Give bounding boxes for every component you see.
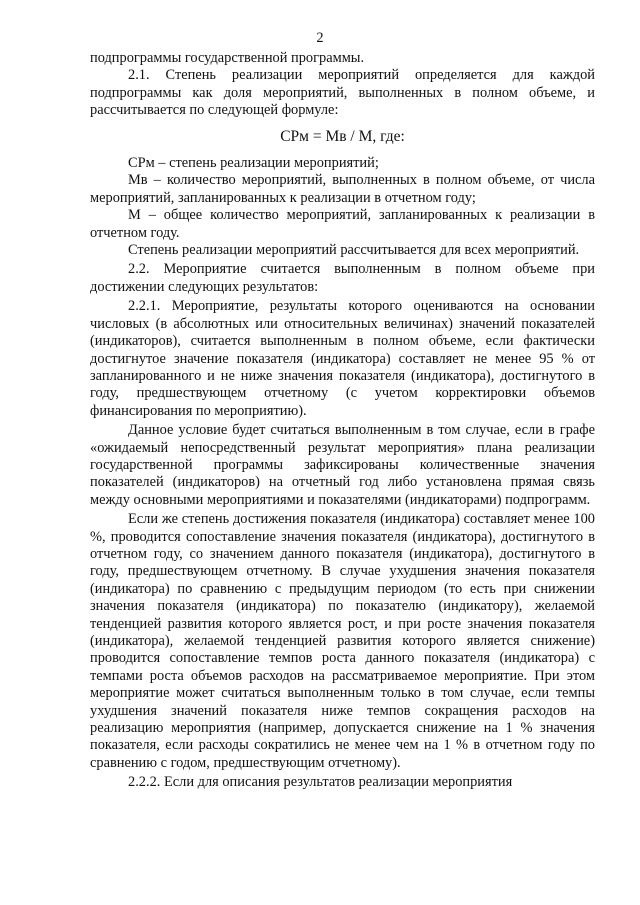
definition-mv: Мв – количество мероприятий, выполненных в полном объеме, от числа мероприятий, запланированных к реализации в отчетном году; <box>90 172 595 206</box>
paragraph-condition: Данное условие будет считаться выполненным в том случае, если в графе «ожидаемый непосредственный результат мероприятия» плана реализации государственной программы зафиксированы количественные значения показателей (индикаторов) на отчетный год либо установлена прямая связь между основными мероприятиями и показателями (индикаторами) подпрограмм. <box>90 422 595 508</box>
paragraph-2-2: 2.2. Мероприятие считается выполненным в полном объеме при достижении следующих результатов: <box>90 261 595 295</box>
paragraph-2-2-1: 2.2.1. Мероприятие, результаты которого оцениваются на основании числовых (в абсолютных или относительных величинах) значений показателей (индикаторов), считается выполненным в полном объеме, если фактически достигнутое значение показателя (индикатора) составляет не менее 95 % от запланированного и не ниже значения показателя (индикатора), достигнутого в году, предшествующем отчетному (с учетом корректировки объемов финансирования по мероприятию). <box>90 298 595 419</box>
paragraph-2-2-2: 2.2.2. Если для описания результатов реализации мероприятия <box>128 774 513 791</box>
document-body <box>90 50 595 792</box>
page-number: 2 <box>316 30 324 46</box>
paragraph-2-1: 2.1. Степень реализации мероприятий определяется для каждой подпрограммы как доля мероприятий, выполненных в полном объеме, и рассчитывается по следующей формуле: <box>90 67 595 119</box>
paragraph-comparison: Если же степень достижения показателя (индикатора) составляет менее 100 %, проводится сопоставление значения показателя (индикатора), достигнутого в отчетном году, со значением данного показателя (индикатора), достигнутого в году, предшествующем отчетному. В случае ухудшения значения показателя (индикатора) по сравнению с предыдущим периодом (то есть при снижении значения показателя (индикатора) по показателю (индикатору), желаемой тенденцией развития которого является рост, и при росте значения показателя (индикатора), желаемой тенденцией развития которого является снижение) проводится сопоставление темпов роста данного показателя (индикатора) с темпами роста объемов расходов на рассматриваемое мероприятие. При этом мероприятие может считаться выполненным только в том случае, если темпы ухудшения значений показателя ниже темпов сокращения расходов на реализацию мероприятия (например, допускается снижение на 1 % значения показателя, если расходы сократились не менее чем на 1 % в отчетном году по сравнению с годом, предшествующим отчетному). <box>90 511 595 771</box>
definition-srm: СРм – степень реализации мероприятий; <box>128 155 379 172</box>
paragraph-continuation: подпрограммы государственной программы. <box>90 50 365 66</box>
paragraph-scope: Степень реализации мероприятий рассчитывается для всех мероприятий. <box>128 242 580 259</box>
definition-m: М – общее количество мероприятий, запланированных к реализации в отчетном году. <box>90 207 595 241</box>
formula: СРм = Мв / М, где: <box>280 127 405 145</box>
